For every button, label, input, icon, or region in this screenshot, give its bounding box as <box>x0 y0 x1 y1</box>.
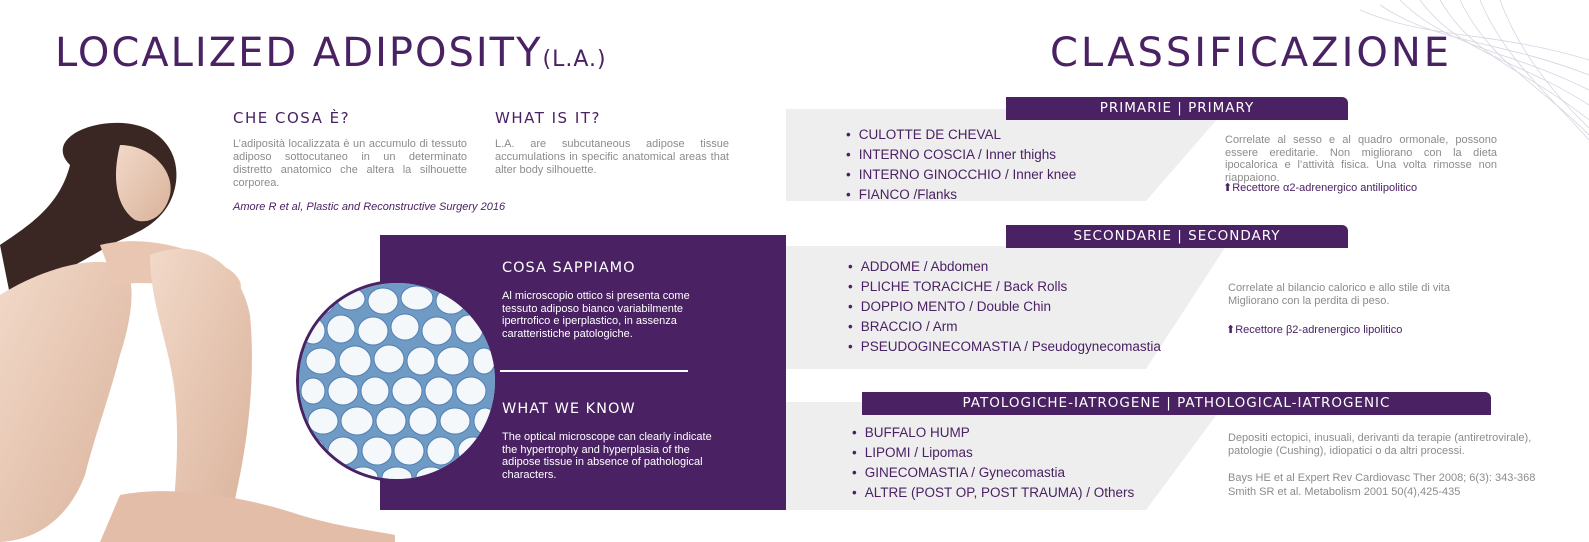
what-is-it-heading-it: CHE COSA È? <box>233 109 351 127</box>
adipose-cells-pattern <box>299 283 495 479</box>
classification-title: CLASSIFICAZIONE <box>1050 30 1453 76</box>
list-item: • PLICHE TORACICHE / Back Rolls <box>848 277 1161 297</box>
what-is-it-text-it: L’adiposità localizzata è un accumulo di tessuto adiposo sottocutaneo in un determinato distretto anatomico che altera la silhouette corporea. <box>233 138 467 189</box>
pathological-list <box>852 423 1134 503</box>
list-item: • ADDOME / Abdomen <box>848 257 1161 277</box>
what-we-know-text-en: The optical microscope can clearly indicate the hypertrophy and hyperplasia of the adipose tissue in absence of pathological characters. <box>502 431 712 481</box>
list-item: • INTERNO GINOCCHIO / Inner knee <box>846 165 1076 185</box>
list-item: • DOPPIO MENTO / Double Chin <box>848 297 1161 317</box>
panel-divider <box>500 370 688 372</box>
list-item: • LIPOMI / Lipomas <box>852 443 1134 463</box>
list-item: • PSEUDOGINECOMASTIA / Pseudogynecomastia <box>848 337 1161 357</box>
primary-receptor: ⬆Recettore α2-adrenergico antilipolitico <box>1223 182 1418 194</box>
list-item: • CULOTTE DE CHEVAL <box>846 125 1076 145</box>
pathological-description: Depositi ectopici, inusuali, derivanti da terapie (antiretrovirale), patologie (Cushing), idiopatici o da altri processi. <box>1228 432 1532 457</box>
title-main: LOCALIZED ADIPOSITY <box>55 30 543 76</box>
secondary-list <box>848 257 1161 357</box>
list-item: • ALTRE (POST OP, POST TRAUMA) / Others <box>852 483 1134 503</box>
citation: Amore R et al, Plastic and Reconstructive Surgery 2016 <box>233 201 506 213</box>
secondary-receptor: ⬆Recettore β2-adrenergico lipolitico <box>1226 324 1403 336</box>
pathological-reference-2: Smith SR et al. Metabolism 2001 50(4),425-435 <box>1228 486 1461 498</box>
primary-description: Correlate al sesso e al quadro ormonale, possono essere ereditarie. Non migliorano con la dieta ipocalorica e l’attività fisica. Una volta rimosse non riappaiono. <box>1225 134 1497 184</box>
pathological-reference-1: Bays HE et al Expert Rev Cardiovasc Ther 2008; 6(3): 343-368 <box>1228 472 1536 484</box>
list-item: • FIANCO /Flanks <box>846 185 1076 205</box>
title-suffix: (L.A.) <box>542 47 607 72</box>
list-item: • INTERNO COSCIA / Inner thighs <box>846 145 1076 165</box>
what-we-know-heading-it: COSA SAPPIAMO <box>502 260 636 276</box>
tab-pathological: PATOLOGICHE-IATROGENE | PATHOLOGICAL-IATROGENIC <box>862 392 1491 415</box>
what-is-it-heading-en: WHAT IS IT? <box>495 109 601 127</box>
list-item: • GINECOMASTIA / Gynecomastia <box>852 463 1134 483</box>
secondary-description: Correlate al bilancio calorico e allo stile di vita Migliorano con la perdita di peso. <box>1228 282 1450 307</box>
page-title <box>55 30 607 76</box>
list-item: • BRACCIO / Arm <box>848 317 1161 337</box>
tab-primary: PRIMARIE | PRIMARY <box>1006 97 1348 120</box>
tab-secondary: SECONDARIE | SECONDARY <box>1006 225 1348 248</box>
primary-list <box>846 125 1076 205</box>
list-item: • BUFFALO HUMP <box>852 423 1134 443</box>
what-we-know-heading-en: WHAT WE KNOW <box>502 401 636 417</box>
what-we-know-text-it: Al microscopio ottico si presenta come tessuto adiposo bianco variabilmente ipertrofico e iperplastico, in assenza caratteristiche patologiche. <box>502 290 690 340</box>
what-is-it-text-en: L.A. are subcutaneous adipose tissue accumulations in specific anatomical areas that alter body silhouette. <box>495 138 729 176</box>
adipose-tissue-microscope-image <box>296 280 498 482</box>
